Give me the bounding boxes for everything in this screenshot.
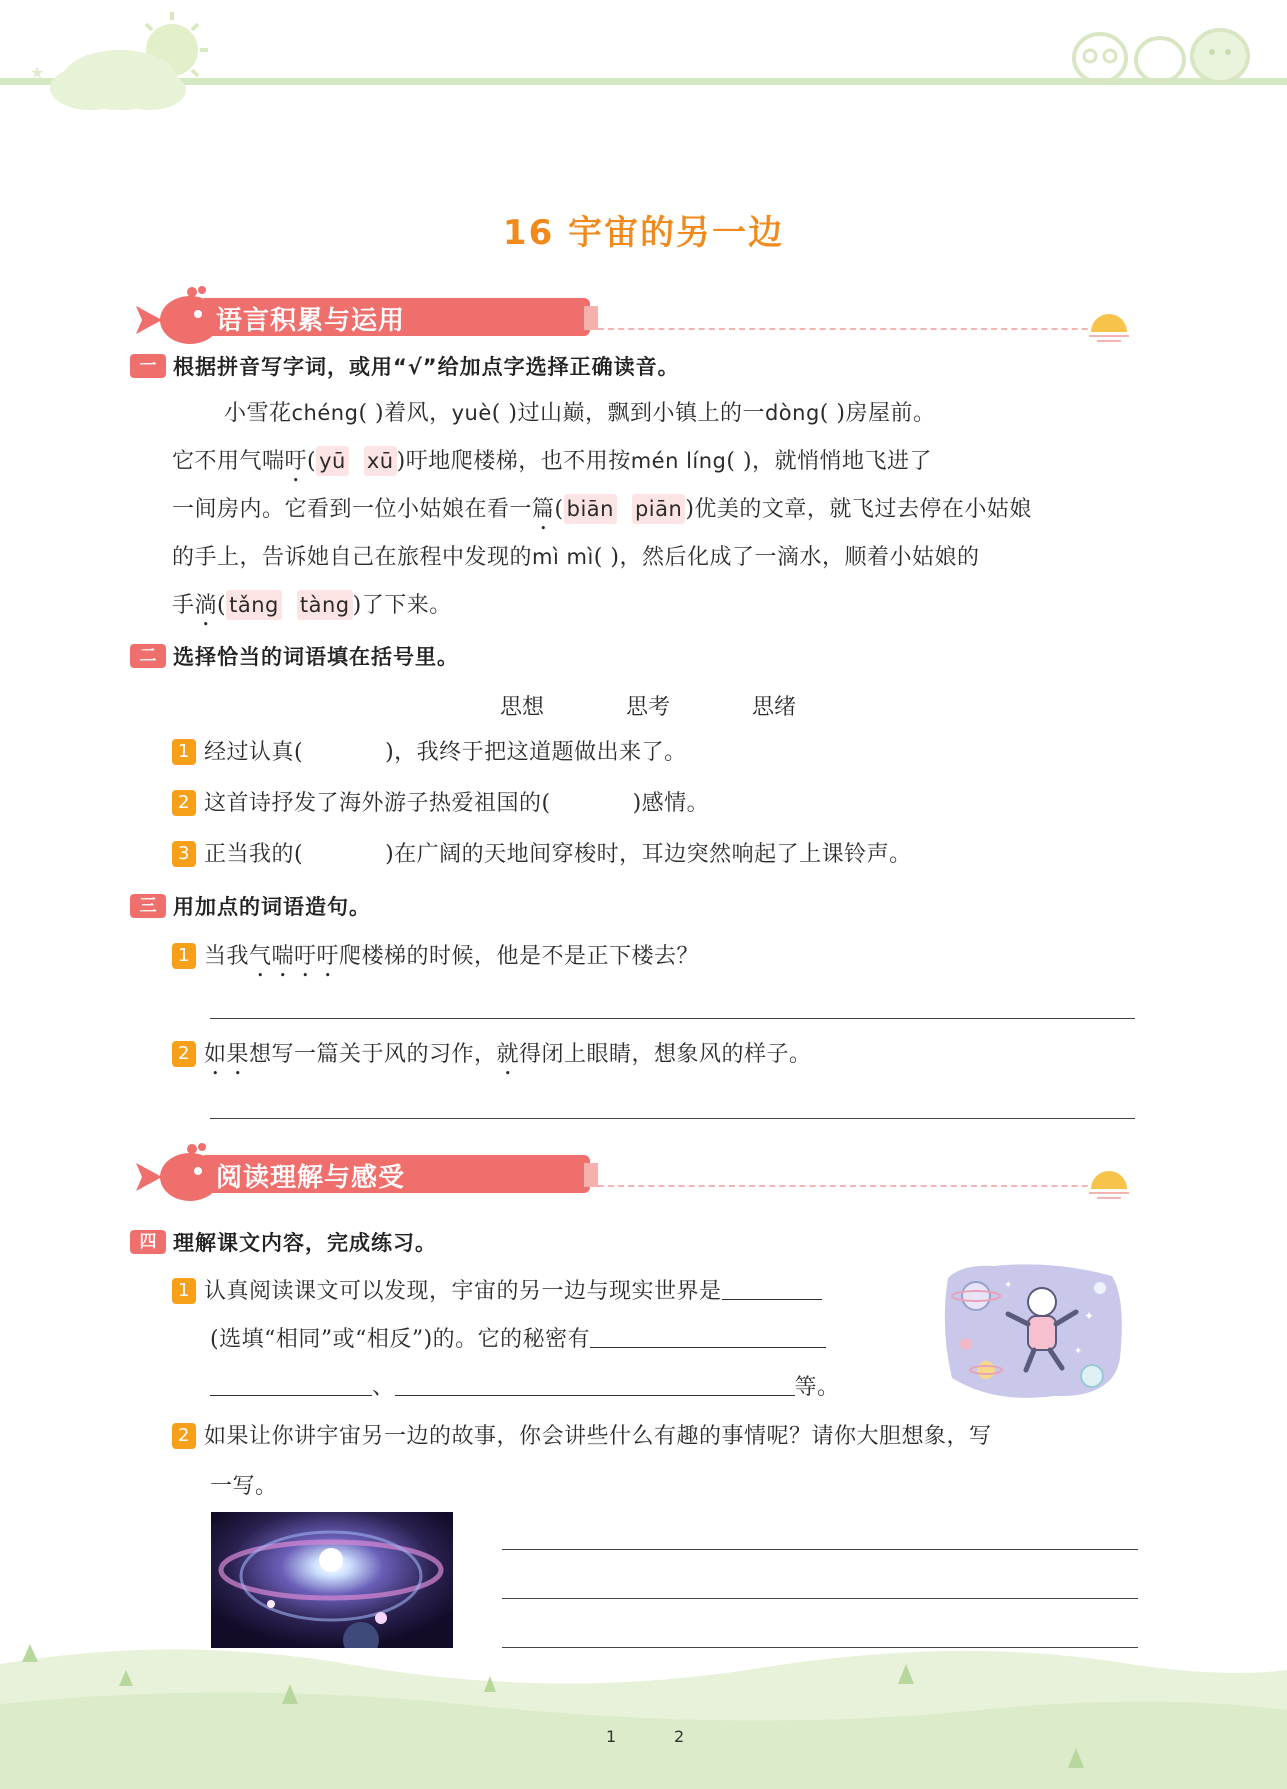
list-item: 2 如果让你讲宇宙另一边的故事，你会讲些什么有趣的事情呢？请你大胆想象，写: [172, 1422, 992, 1452]
item-number-badge: 1: [172, 739, 196, 765]
pronunciation-option[interactable]: xū: [364, 446, 397, 476]
cloud-sun-decoration: [20, 8, 210, 118]
banner-ribbon-tail: [584, 1163, 598, 1187]
animal-faces-decoration: [1060, 20, 1260, 90]
list-item: 2 这首诗抒发了海外游子热爱祖国的( )感情。: [172, 789, 709, 819]
dotted-word: 气喘吁吁: [249, 944, 340, 969]
passage-line: 小雪花chéng( )着风，yuè( )过山巅，飘到小镇上的一dòng( )房屋前。: [224, 401, 936, 426]
list-item-continued: 一写。: [210, 1474, 278, 1499]
question-title: 用加点的词语造句。: [173, 895, 371, 919]
answer-blank[interactable]: ( )，然后化成了一滴水，顺着小姑娘的: [593, 545, 980, 570]
item-number-badge: 1: [172, 943, 196, 969]
page-number-right: 2: [674, 1727, 685, 1746]
item-number-badge: 3: [172, 841, 196, 867]
green-hills-decoration: [0, 1624, 1287, 1789]
pronunciation-option[interactable]: yū: [316, 446, 349, 476]
answer-blank[interactable]: [395, 1373, 795, 1396]
svg-text:✦: ✦: [1004, 1280, 1013, 1291]
banner-divider: [598, 1185, 1118, 1187]
list-item: 1 经过认真( )，我终于把这道题做出来了。: [172, 738, 687, 768]
answer-blank[interactable]: ( )房屋前。: [819, 401, 936, 426]
dotted-char: 淌: [194, 593, 218, 618]
item-number-badge: 2: [172, 1041, 196, 1067]
banner-ribbon-tail: [584, 306, 598, 330]
page-title: 16 宇宙的另一边: [502, 213, 785, 253]
question-title: 根据拼音写字词，或用“√”给加点字选择正确读音。: [173, 355, 680, 379]
list-item: 1 认真阅读课文可以发现，宇宙的另一边与现实世界是: [172, 1277, 822, 1307]
item-number-badge: 2: [172, 1423, 196, 1449]
list-item: 1 当我气喘吁吁爬楼梯的时候，他是不是正下楼去？: [172, 942, 699, 982]
question-title: 选择恰当的词语填在括号里。: [173, 645, 459, 669]
dotted-char: 篇: [532, 497, 555, 522]
dotted-char: 吁: [284, 449, 308, 474]
svg-text:✦: ✦: [1074, 1346, 1083, 1357]
passage-line: 它不用气喘吁( yū xū )吁地爬楼梯，也不用按mén líng( )，就悄悄地飞进了: [172, 446, 932, 487]
answer-blank[interactable]: [210, 1373, 372, 1396]
section-banner: [132, 284, 1142, 348]
dotted-word: 就: [496, 1042, 520, 1067]
passage-line: 一间房内。它看到一位小姑娘在看一篇( biān piān )优美的文章，就飞过去停在小姑娘: [172, 494, 1032, 535]
section-title: 语言积累与运用: [216, 306, 406, 336]
question-number-badge: 三: [130, 894, 166, 918]
answer-blank[interactable]: [722, 1277, 822, 1300]
banner-divider: [598, 328, 1118, 330]
sunset-icon: [1087, 1161, 1131, 1201]
page-number-left: 1: [606, 1727, 617, 1746]
section-title: 阅读理解与感受: [216, 1163, 406, 1193]
pronunciation-option[interactable]: tǎng: [226, 590, 282, 620]
answer-line[interactable]: [210, 1018, 1135, 1019]
item-number-badge: 1: [172, 1278, 196, 1304]
list-item-continued: (选填“相同”或“相反”)的。它的秘密有: [210, 1325, 826, 1355]
word-option: 思考: [626, 695, 671, 720]
answer-line[interactable]: [502, 1598, 1138, 1599]
list-item: 3 正当我的( )在广阔的天地间穿梭时，耳边突然响起了上课铃声。: [172, 840, 912, 870]
question-title: 理解课文内容，完成练习。: [173, 1231, 437, 1255]
word-option: 思想: [500, 695, 545, 720]
section-banner: [132, 1141, 1142, 1205]
list-item-continued: 、 等。: [210, 1373, 840, 1403]
answer-blank[interactable]: ( )，就悄悄地飞进了: [726, 449, 933, 474]
pronunciation-option[interactable]: piān: [632, 494, 685, 524]
astronaut-illustration: [934, 1258, 1126, 1402]
answer-blank[interactable]: ( )着风，: [358, 401, 452, 426]
passage-line: 手淌( tǎng tàng )了下来。: [172, 590, 452, 631]
question-number-badge: 二: [130, 644, 166, 668]
passage-line: 的手上，告诉她自己在旅程中发现的mì mì( )，然后化成了一滴水，顺着小姑娘的: [172, 545, 980, 570]
svg-text:✦: ✦: [1084, 1309, 1095, 1323]
dotted-word: 如果: [204, 1042, 250, 1067]
pronunciation-option[interactable]: biān: [564, 494, 617, 524]
answer-line[interactable]: [502, 1549, 1138, 1550]
svg-text:★: ★: [30, 63, 45, 82]
answer-line[interactable]: [210, 1118, 1135, 1119]
list-item: 2 如果想写一篇关于风的习作，就得闭上眼睛，想象风的样子。: [172, 1040, 812, 1080]
word-option: 思绪: [752, 695, 797, 720]
question-number-badge: 一: [130, 354, 166, 378]
pronunciation-option[interactable]: tàng: [297, 590, 353, 620]
answer-blank[interactable]: [590, 1325, 826, 1348]
sunset-icon: [1087, 304, 1131, 344]
question-number-badge: 四: [130, 1230, 166, 1254]
item-number-badge: 2: [172, 790, 196, 816]
